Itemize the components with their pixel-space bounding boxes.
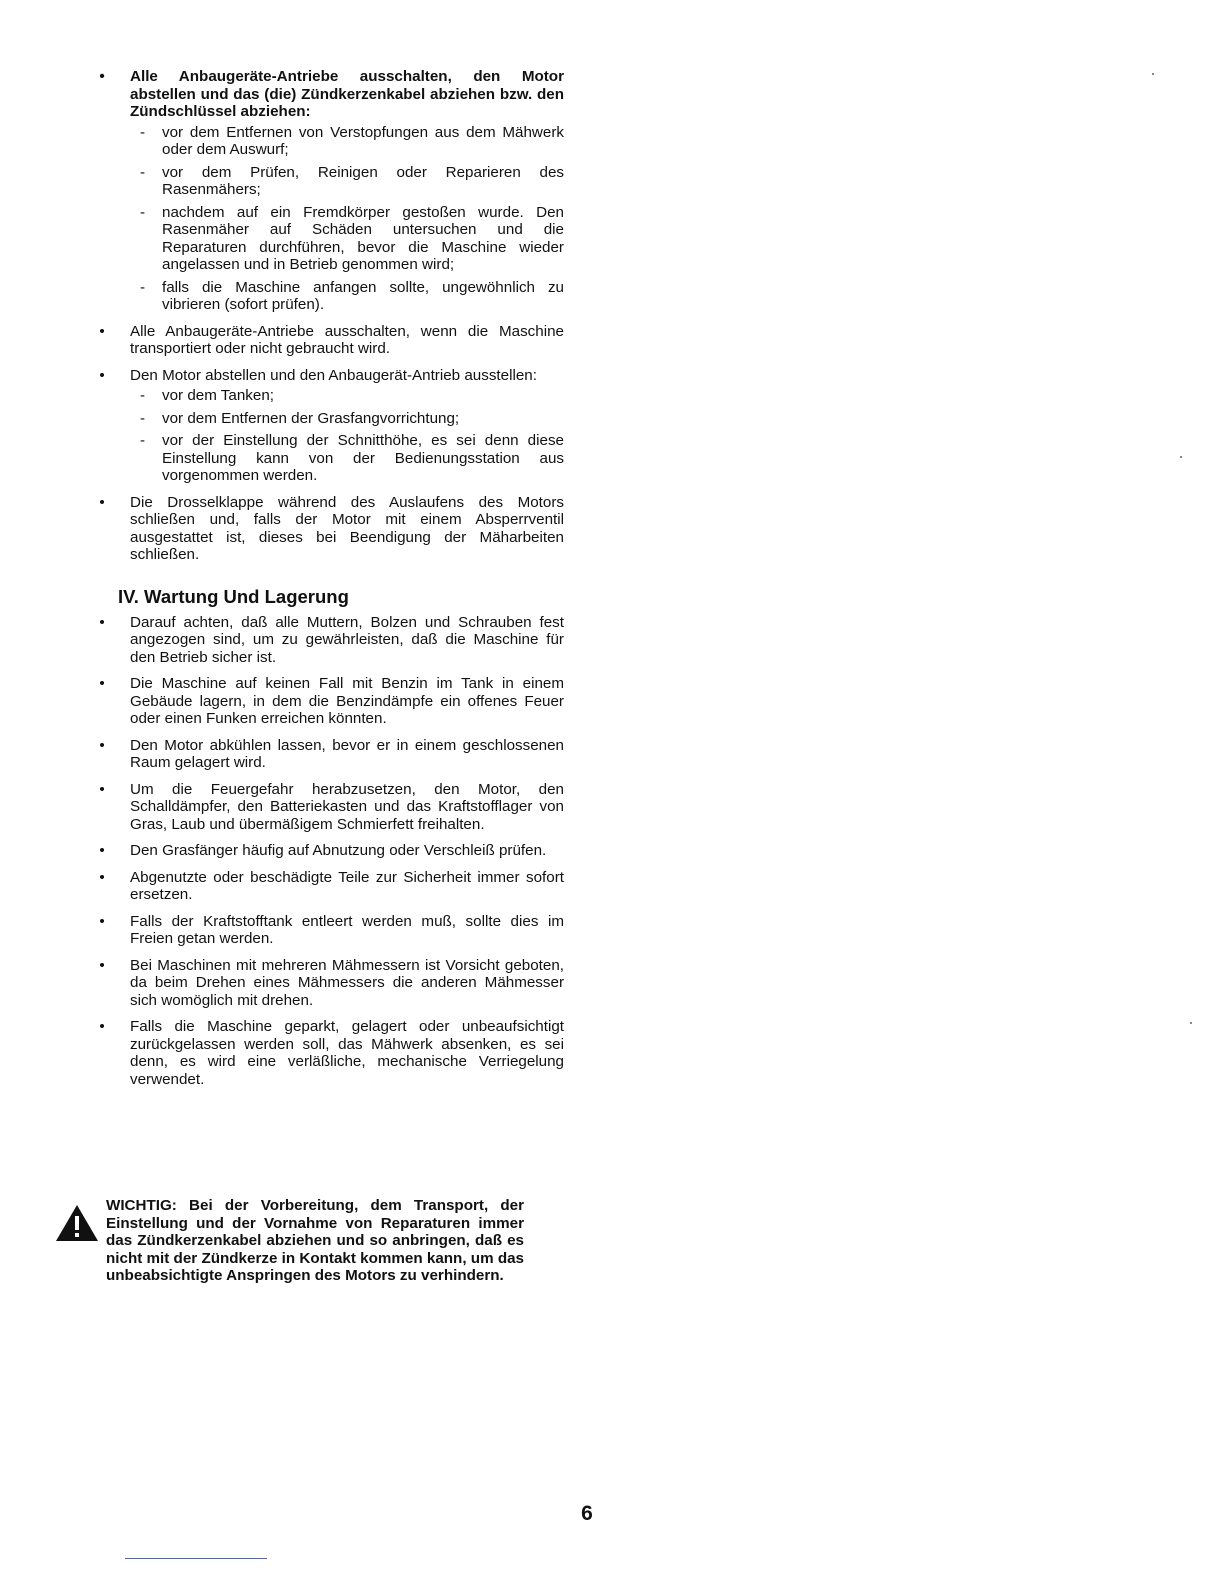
sub-item [130,432,564,485]
bullet-dot: • [99,675,105,692]
bullet-item [96,913,564,948]
bullet-item [96,367,564,485]
bullet-dot: • [99,842,105,859]
bullet-dot: • [99,493,105,511]
bullet-dot: • [99,68,105,85]
bullet-item [96,842,564,860]
sub-item-text: falls die Maschine anfangen sollte, ungewöhnlich zu vibrieren (sofort prüfen). [162,278,564,313]
bullet-dot: • [99,780,105,798]
section-operation [96,68,564,564]
page-number: 6 [581,1502,593,1525]
sub-dash: - [140,123,146,141]
sub-item-text: nachdem auf ein Fremdkörper gestoßen wurde. Den Rasenmäher auf Schäden untersuchen und die Reparaturen durchführen, bevor die Maschine wieder angelassen und in Betrieb genommen wird; [162,203,564,273]
sub-item [130,204,564,274]
bullet-item [96,1018,564,1088]
bullet-text: Falls der Kraftstofftank entleert werden muß, sollte dies im Freien getan werden. [130,912,564,947]
bullet-dot: • [99,956,105,974]
bullet-text: Den Grasfänger häufig auf Abnutzung oder Verschleiß prüfen. [130,842,547,859]
sub-list [130,387,564,485]
sub-item [130,387,564,405]
bullet-dot: • [99,366,105,384]
bullet-dot: • [99,322,105,340]
bullet-item [96,957,564,1010]
bullet-dot: • [99,613,105,631]
sub-dash: - [140,203,146,221]
scan-speck [1152,73,1154,75]
sub-item [130,124,564,159]
bullet-item [96,869,564,904]
bullet-item [96,494,564,564]
sub-item-text: vor dem Entfernen der Grasfangvorrichtung; [162,409,460,427]
bullet-item [96,737,564,772]
bullet-dot: • [99,736,105,754]
bullet-text: Falls die Maschine geparkt, gelagert oder unbeaufsichtigt zurückgelassen werden soll, das Mähwerk absenken, es sei denn, es wird eine verläßliche, mechanische Verriegelung verwendet. [130,1018,564,1088]
sub-item-text: vor der Einstellung der Schnitthöhe, es sei denn diese Einstellung kann von der Bedienungsstation aus vorgenommen werden. [162,432,564,484]
sub-dash: - [140,387,146,404]
bullet-dot: • [99,868,105,886]
scan-speck [1180,456,1182,458]
footer-rule [125,1558,267,1559]
sub-item-text: vor dem Entfernen von Verstopfungen aus dem Mähwerk oder dem Auswurf; [162,123,564,158]
bullet-item [96,675,564,728]
bullet-text: Den Motor abkühlen lassen, bevor er in einem geschlossenen Raum gelagert wird. [130,736,564,771]
sub-dash: - [140,278,146,296]
bullet-text: Abgenutzte oder beschädigte Teile zur Sicherheit immer sofort ersetzen. [130,868,564,903]
bullet-dot: • [99,1018,105,1035]
warning-box [54,1197,534,1285]
scan-speck [1190,1022,1192,1024]
bullet-item [96,781,564,834]
sub-dash: - [140,409,146,427]
bullet-item [96,323,564,358]
sub-dash: - [140,432,146,449]
bullet-text: Darauf achten, daß alle Muttern, Bolzen und Schrauben fest angezogen sind, um zu gewährleisten, daß die Maschine für den Betrieb sicher ist. [130,613,564,666]
bullet-text: Die Maschine auf keinen Fall mit Benzin im Tank in einem Gebäude lagern, in dem die Benzindämpfe ein offenes Feuer oder einen Funken erreichen könnten. [130,675,564,727]
bullet-text: Die Drosselklappe während des Auslaufens des Motors schließen und, falls der Motor mit einem Absperrventil ausgestattet ist, dieses bei Beendigung der Mäharbeiten schließen. [130,493,564,563]
bullet-text: Den Motor abstellen und den Anbaugerät-Antrieb ausstellen: [130,366,537,384]
sub-item [130,410,564,428]
sub-item-text: vor dem Tanken; [162,387,274,404]
bullet-dot: • [99,912,105,930]
section-maintenance [96,614,564,1089]
sub-item-text: vor dem Prüfen, Reinigen oder Reparieren des Rasenmähers; [162,163,564,198]
bullet-item [96,68,564,314]
warning-triangle-icon [54,1203,100,1243]
sub-dash: - [140,163,146,181]
bullet-item [96,614,564,667]
bullet-text: Alle Anbaugeräte-Antriebe ausschalten, den Motor abstellen und das (die) Zündkerzenkabel abziehen bzw. den Zündschlüssel abziehen: [130,68,564,120]
sub-list [130,124,564,314]
main-column [96,68,564,1097]
bullet-text: Alle Anbaugeräte-Antriebe ausschalten, wenn die Maschine transportiert oder nicht gebraucht wird. [130,322,564,357]
section-heading: IV. Wartung Und Lagerung [118,585,349,607]
bullet-text: Bei Maschinen mit mehreren Mähmessern ist Vorsicht geboten, da beim Drehen eines Mähmessers die anderen Mähmesser sich womöglich mit drehen. [130,956,564,1009]
bullet-text: Um die Feuergefahr herabzusetzen, den Motor, den Schalldämpfer, den Batteriekasten und das Kraftstofflager von Gras, Laub und übermäßigem Schmierfett freihalten. [130,780,564,833]
warning-text: WICHTIG: Bei der Vorbereitung, dem Transport, der Einstellung und der Vornahme von Reparaturen immer das Zündkerzenkabel abziehen und so anbringen, daß es nicht mit der Zündkerze in Kontakt kommen kann, um das unbeabsichtigte Anspringen des Motors zu verhindern. [106,1197,524,1284]
sub-item [130,279,564,314]
sub-item [130,164,564,199]
